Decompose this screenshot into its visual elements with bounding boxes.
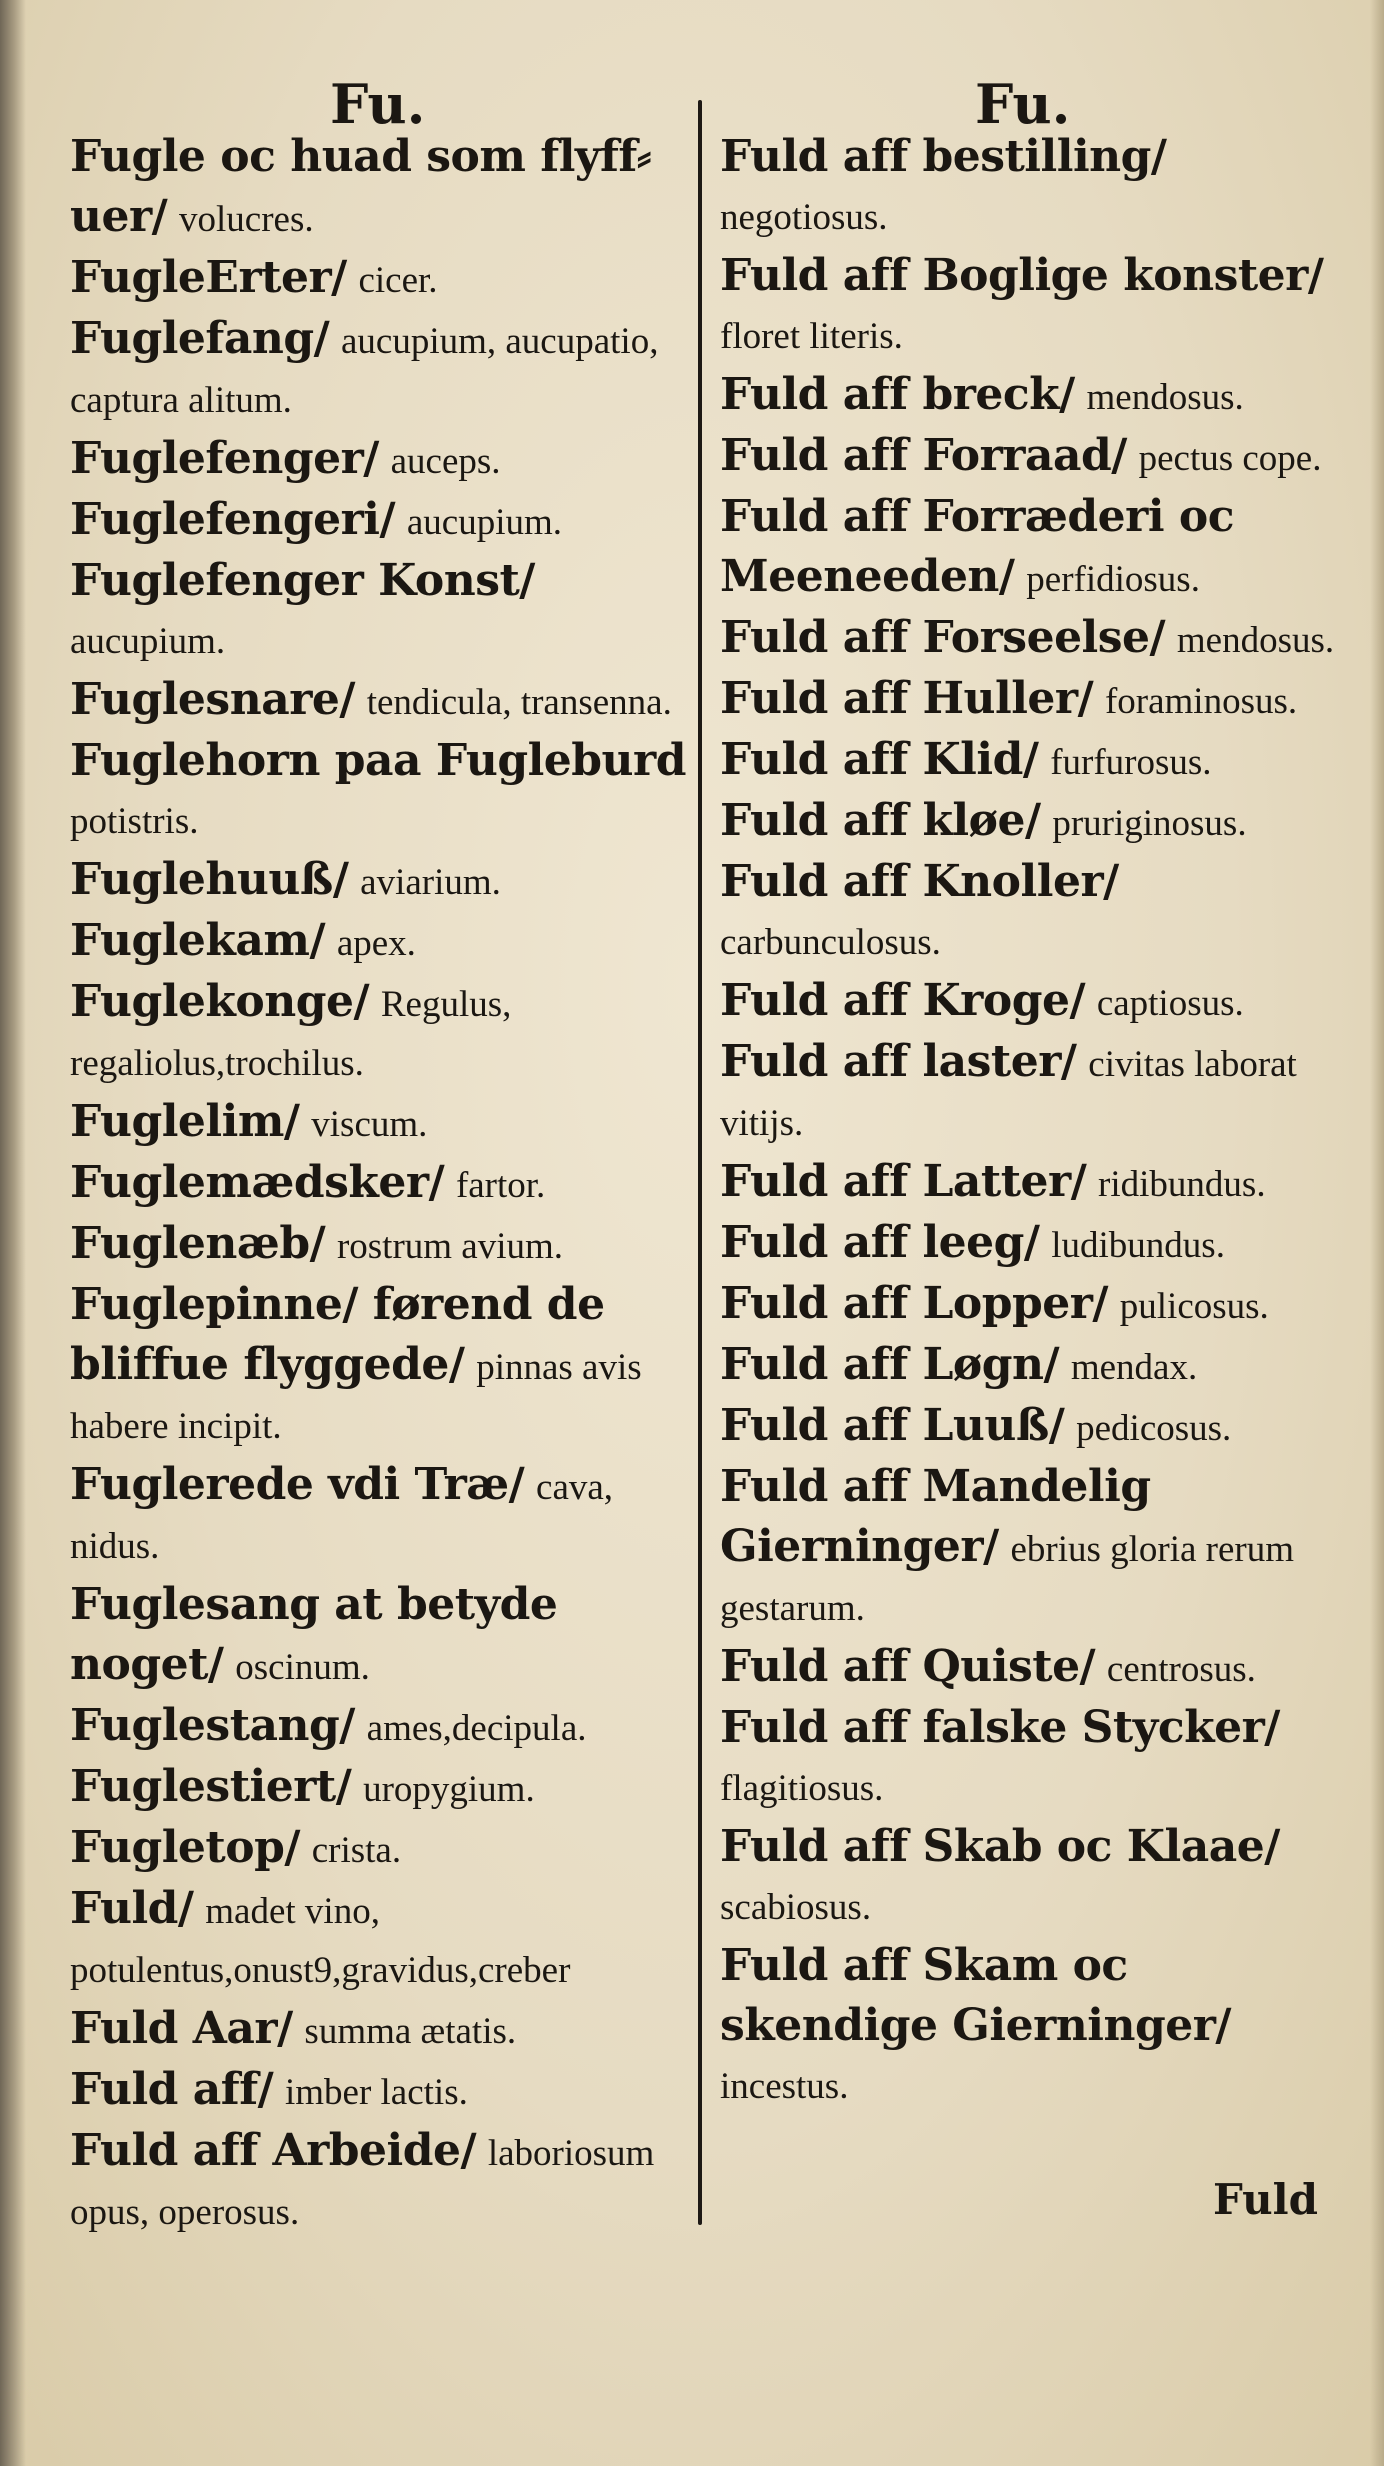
entry-gloss: foraminosus. (1104, 681, 1298, 722)
dictionary-entry (70, 1758, 690, 1819)
entry-headword: Fuld aff Skab oc Klaae/ (720, 1821, 1280, 1872)
dictionary-entry (720, 247, 1345, 366)
entry-gloss: pectus cope. (1138, 438, 1322, 479)
entry-gloss: ludibundus. (1051, 1225, 1225, 1266)
entry-headword: Fuld aff Latter/ (720, 1156, 1087, 1207)
entry-gloss: floret literis. (720, 316, 903, 357)
entry-gloss: imber lactis. (284, 2072, 468, 2113)
entry-gloss: aviarium. (360, 862, 501, 903)
dictionary-entry (720, 670, 1345, 731)
dictionary-entry (70, 1819, 690, 1880)
dictionary-entry (70, 973, 690, 1093)
entry-headword: Fuld aff breck/ (720, 369, 1075, 420)
entry-gloss: viscum. (311, 1104, 428, 1145)
dictionary-entry (70, 1697, 690, 1758)
entry-headword: Fuglehorn paa Fugleburd (70, 735, 686, 786)
entry-headword: Fuld aff kløe/ (720, 795, 1041, 846)
entry-headword: Fuld aff bestilling/ (720, 131, 1167, 182)
entry-headword: Fuld aff Forseelse/ (720, 612, 1166, 663)
entry-headword: Fuld aff Forræderi oc Meeneeden/ (720, 491, 1234, 602)
entry-headword: Fuld aff Luuß/ (720, 1400, 1065, 1451)
entry-headword: Fuld aff Arbeide/ (70, 2125, 477, 2176)
dictionary-entry (720, 1937, 1345, 2116)
dictionary-entry (720, 488, 1345, 609)
entry-gloss: potistris. (70, 801, 199, 842)
entry-gloss: summa ætatis. (304, 2011, 517, 2052)
entry-headword: Fuld aff Kroge/ (720, 975, 1086, 1026)
entry-gloss: fartor. (455, 1165, 546, 1206)
dictionary-entry (720, 1397, 1345, 1458)
dictionary-entry (70, 732, 690, 851)
right-column (720, 128, 1345, 2116)
dictionary-entry (70, 310, 690, 430)
dictionary-entry (720, 731, 1345, 792)
entry-gloss: aucupium, aucupatio, captura alitum. (70, 321, 659, 421)
entry-gloss: pulicosus. (1119, 1286, 1269, 1327)
entry-headword: Fuld aff Lopper/ (720, 1278, 1108, 1329)
entry-gloss: apex. (336, 923, 416, 964)
entry-gloss: ames,decipula. (366, 1708, 587, 1749)
entry-gloss: perfidiosus. (1026, 559, 1200, 600)
entry-gloss: laboriosum opus, operosus. (70, 2133, 655, 2233)
dictionary-entry (720, 427, 1345, 488)
entry-headword: Fuld aff Løgn/ (720, 1339, 1060, 1390)
dictionary-entry (720, 609, 1345, 670)
entry-gloss: carbunculosus. (720, 922, 941, 963)
entry-headword: Fuld aff Forraad/ (720, 430, 1127, 481)
running-header-right: Fu. (975, 72, 1071, 136)
dictionary-entry (720, 1699, 1345, 1818)
entry-headword: Fuld aff/ (70, 2064, 274, 2115)
entry-gloss: aucupium. (70, 621, 226, 662)
entry-headword: Fuglefenger Konst/ (70, 555, 535, 606)
entry-gloss: aucupium. (406, 502, 562, 543)
entry-headword: Fuld/ (70, 1883, 194, 1934)
dictionary-entry (70, 912, 690, 973)
dictionary-entry (720, 1275, 1345, 1336)
entry-gloss: negotiosus. (720, 197, 888, 238)
entry-gloss: auceps. (390, 441, 501, 482)
entry-headword: Fuld Aar/ (70, 2003, 293, 2054)
dictionary-entry (70, 552, 690, 671)
entry-headword: Fuglesnare/ (70, 674, 355, 725)
entry-headword: Fuglekam/ (70, 915, 326, 966)
dictionary-entry (720, 1818, 1345, 1937)
entry-gloss: flagitiosus. (720, 1768, 884, 1809)
entry-gloss: volucres. (179, 199, 314, 240)
entry-headword: Fuglestang/ (70, 1700, 355, 1751)
entry-gloss: civitas laborat vitijs. (720, 1044, 1297, 1144)
entry-headword: Fuglehuuß/ (70, 854, 349, 905)
dictionary-entry (70, 249, 690, 310)
entry-gloss: tendicula, transenna. (366, 682, 672, 723)
entry-gloss: cicer. (358, 260, 438, 301)
dictionary-entry (70, 851, 690, 912)
entry-headword: Fuld aff Mandelig Gierninger/ (720, 1461, 1151, 1572)
entry-headword: Fuglefengeri/ (70, 494, 396, 545)
left-column (70, 128, 690, 2242)
running-header-left: Fu. (330, 72, 426, 136)
entry-gloss: cava, nidus. (70, 1467, 614, 1567)
dictionary-entry (720, 1638, 1345, 1699)
entry-gloss: Regulus, regaliolus,trochilus. (70, 984, 512, 1084)
entry-gloss: mendosus. (1086, 377, 1244, 418)
dictionary-entry (720, 1458, 1345, 1638)
entry-headword: Fuld aff Huller/ (720, 673, 1094, 724)
dictionary-entry (70, 430, 690, 491)
dictionary-entry (720, 1336, 1345, 1397)
dictionary-entry (720, 972, 1345, 1033)
entry-gloss: pruriginosus. (1052, 803, 1247, 844)
entry-headword: Fuglelim/ (70, 1096, 300, 1147)
entry-gloss: furfurosus. (1050, 742, 1212, 783)
entry-headword: Fuld aff Quiste/ (720, 1641, 1096, 1692)
entry-headword: Fuld aff falske Stycker/ (720, 1702, 1280, 1753)
dictionary-entry (720, 1214, 1345, 1275)
entry-gloss: pedicosus. (1076, 1408, 1232, 1449)
entry-gloss: mendax. (1070, 1347, 1198, 1388)
entry-gloss: pinnas avis habere incipit. (70, 1347, 642, 1447)
entry-gloss: oscinum. (235, 1647, 370, 1688)
dictionary-entry (70, 491, 690, 552)
entry-headword: Fuglefang/ (70, 313, 330, 364)
dictionary-entry (70, 1215, 690, 1276)
entry-headword: Fuld aff Skam oc skendige Gierninger/ (720, 1940, 1231, 2051)
entry-headword: Fuglenæb/ (70, 1218, 326, 1269)
dictionary-entry (720, 128, 1345, 247)
dictionary-entry (70, 128, 690, 249)
dictionary-entry (720, 792, 1345, 853)
entry-gloss: centrosus. (1106, 1649, 1256, 1690)
entry-headword: Fuld aff Boglige konster/ (720, 250, 1324, 301)
dictionary-entry (70, 671, 690, 732)
entry-headword: Fuglekonge/ (70, 976, 370, 1027)
catchword: Fuld (1213, 2175, 1318, 2224)
dictionary-entry (720, 1033, 1345, 1153)
dictionary-entry (70, 2000, 690, 2061)
entry-gloss: incestus. (720, 2066, 849, 2107)
entry-gloss: madet vino, potulentus,onust9,gravidus,creber (70, 1891, 571, 1991)
entry-gloss: uropygium. (363, 1769, 535, 1810)
entry-gloss: ridibundus. (1098, 1164, 1266, 1205)
dictionary-entry (70, 1154, 690, 1215)
entry-headword: Fugle oc huad som flyff⸗ uer/ (70, 131, 651, 242)
dictionary-entry (720, 366, 1345, 427)
dictionary-entry (720, 853, 1345, 972)
entry-headword: Fuld aff Knoller/ (720, 856, 1119, 907)
column-divider (698, 100, 702, 2225)
dictionary-entry (70, 1276, 690, 1456)
entry-headword: Fuglepinne/ førend de bliffue flyggede/ (70, 1279, 605, 1390)
entry-gloss: rostrum avium. (336, 1226, 564, 1267)
entry-gloss: crista. (311, 1830, 402, 1871)
dictionary-entry (70, 2061, 690, 2122)
entry-gloss: scabiosus. (720, 1887, 872, 1928)
entry-headword: Fuglefenger/ (70, 433, 379, 484)
dictionary-entry (70, 1576, 690, 1697)
entry-gloss: mendosus. (1176, 620, 1335, 661)
dictionary-entry (70, 1093, 690, 1154)
dictionary-entry (70, 1880, 690, 2000)
entry-headword: Fuglestiert/ (70, 1761, 352, 1812)
entry-headword: Fugletop/ (70, 1822, 300, 1873)
entry-headword: Fuld aff leeg/ (720, 1217, 1040, 1268)
entry-gloss: captiosus. (1096, 983, 1244, 1024)
entry-headword: Fuld aff Klid/ (720, 734, 1039, 785)
dictionary-entry (70, 1456, 690, 1576)
entry-headword: FugleErter/ (70, 252, 347, 303)
dictionary-entry (720, 1153, 1345, 1214)
entry-headword: Fuld aff laster/ (720, 1036, 1077, 1087)
dictionary-entry (70, 2122, 690, 2242)
entry-headword: Fuglerede vdi Træ/ (70, 1459, 525, 1510)
entry-gloss: ebrius gloria rerum gestarum. (720, 1529, 1295, 1629)
entry-headword: Fuglesang at betyde noget/ (70, 1579, 558, 1690)
entry-headword: Fuglemædsker/ (70, 1157, 445, 1208)
